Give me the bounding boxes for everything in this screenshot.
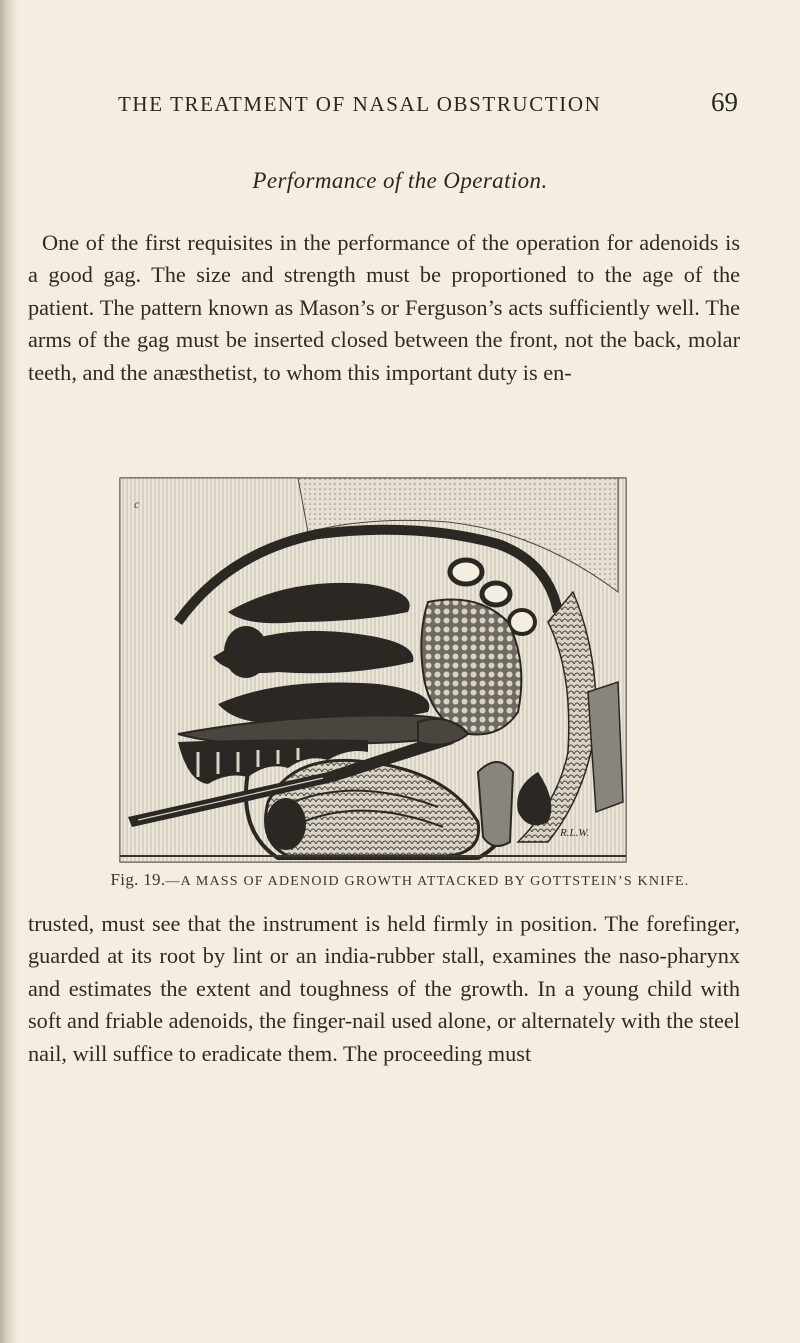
body-paragraph-1: One of the first requisites in the performance of the operation for adenoids is a good gag. The size and strength must be proportioned to the age of the patient. The pattern known as Mason’s or Ferguson’s acts sufficiently well. The arms of the gag must be inserted closed between the front, not the back, molar teeth, and the anæsthetist, to whom this important duty is en- (28, 230, 740, 385)
figure-signature: R.L.W. (560, 827, 590, 839)
section-heading: Performance of the Operation. (252, 168, 548, 193)
figure-corner-mark: c (134, 497, 140, 511)
page-number: 69 (711, 87, 738, 117)
caption-text: —A MASS OF ADENOID GROWTH ATTACKED BY GOTTSTEIN’S KNIFE. (165, 874, 690, 889)
sagittal-section-illustration (118, 472, 630, 864)
running-title: THE TREATMENT OF NASAL OBSTRUCTION (118, 92, 602, 116)
page-binding-shadow (0, 0, 18, 1343)
running-head (118, 87, 738, 126)
body-paragraph-2: trusted, must see that the instrument is held firmly in position. The forefinger, guarded at its root by lint or an india-rubber stall, examines the naso-pharynx and estimates the extent and toughness of the growth. In a young child with soft and friable adenoids, the finger-nail used alone, or alternately with the steel nail, will suffice to eradicate them. The proceeding must (28, 911, 740, 1066)
caption-lead: Fig. 19. (110, 870, 166, 889)
figure-caption (0, 870, 800, 890)
anatomical-figure (118, 472, 630, 864)
